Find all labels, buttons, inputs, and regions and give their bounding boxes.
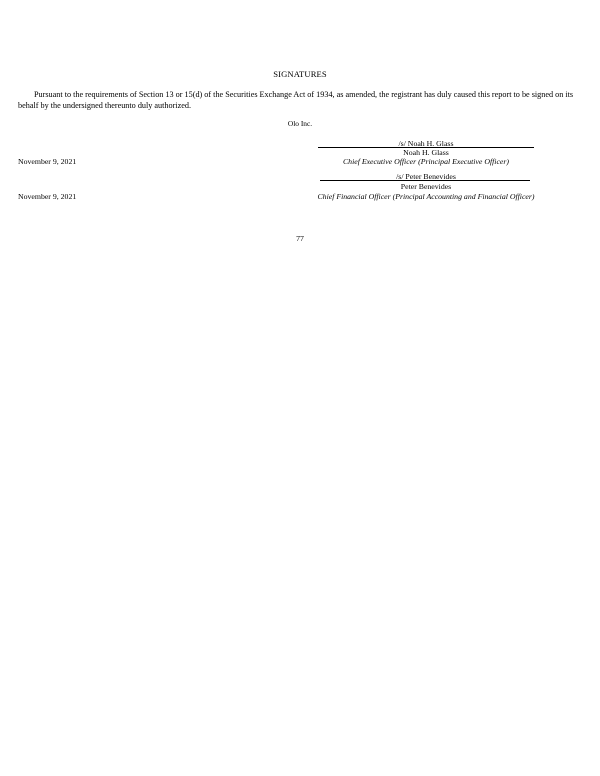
page-number: 77	[296, 234, 304, 243]
signatory-name: Peter Benevides	[400, 182, 452, 191]
company-name: Olo Inc.	[287, 119, 313, 128]
signature-mark: /s/ Noah H. Glass	[398, 139, 454, 148]
signature-date: November 9, 2021	[18, 157, 77, 166]
signatory-title: Chief Executive Officer (Principal Executive Officer)	[342, 157, 510, 166]
signature-date: November 9, 2021	[18, 192, 77, 201]
page-heading: SIGNATURES	[273, 69, 327, 79]
signatory-name: Noah H. Glass	[403, 148, 449, 157]
signature-mark: /s/ Peter Benevides	[396, 172, 456, 181]
signature-line	[320, 180, 530, 181]
authorization-paragraph: Pursuant to the requirements of Section 13 or 15(d) of the Securities Exchange Act of 1934, as amended, the registrant has duly caused this report to be signed on its behalf by the undersigned thereunto duly authorized.	[18, 90, 574, 110]
signatory-title: Chief Financial Officer (Principal Accounting and Financial Officer)	[317, 192, 535, 201]
